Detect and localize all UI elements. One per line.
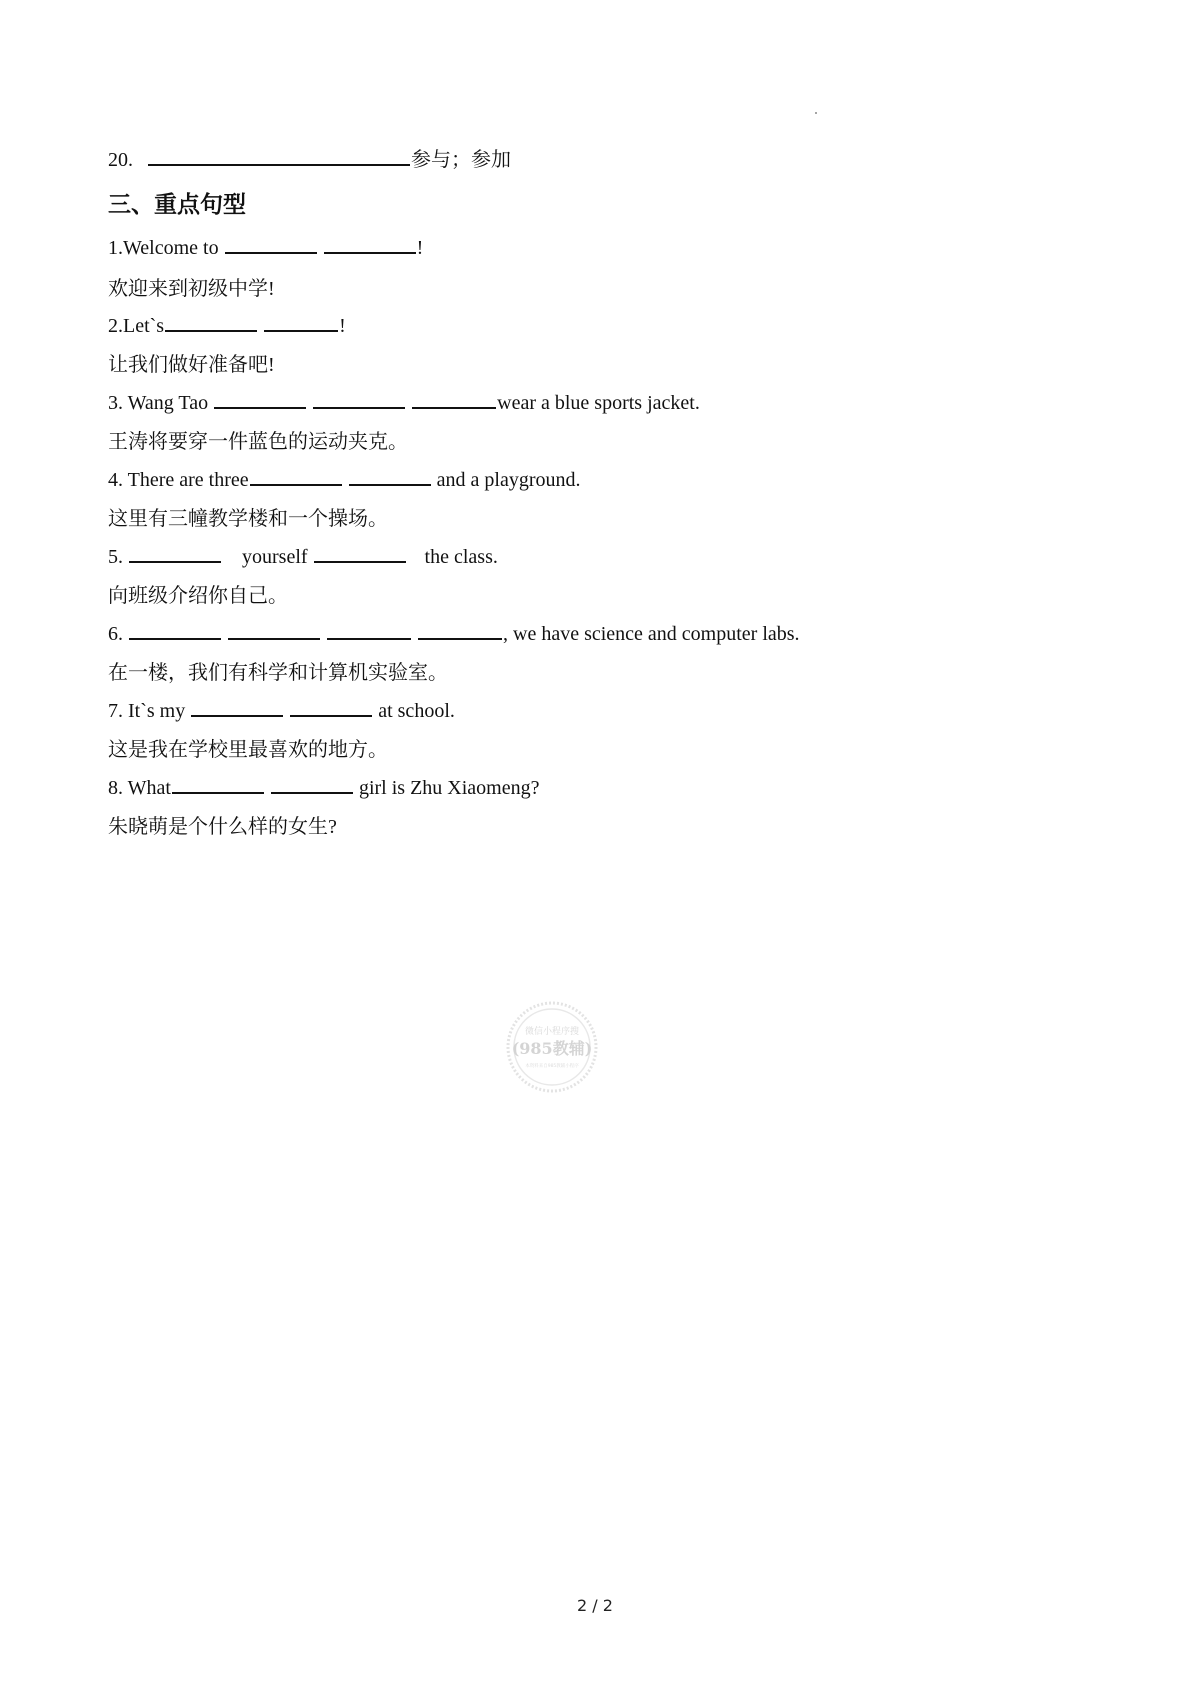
- sentence-text: 2.Let`s: [108, 315, 165, 337]
- sentence-text: 8. What: [108, 777, 171, 799]
- stamp-line-3: 本资料来自985教辅小程序: [525, 1064, 579, 1069]
- answer-blank[interactable]: [129, 618, 221, 640]
- sentence-5: [108, 541, 498, 567]
- answer-blank[interactable]: [165, 310, 257, 332]
- sentence-text: the class.: [424, 546, 498, 568]
- sentence-4: [108, 464, 581, 490]
- answer-blank[interactable]: [129, 541, 221, 563]
- answer-blank[interactable]: [214, 387, 306, 409]
- sentence-3: [108, 387, 700, 413]
- answer-blank[interactable]: [172, 772, 264, 794]
- answer-blank[interactable]: [225, 232, 317, 254]
- sentence-6: [108, 618, 800, 644]
- item-20-number: 20.: [108, 149, 133, 171]
- watermark-stamp: [505, 1000, 599, 1094]
- stray-dot: [815, 112, 817, 114]
- sentence-text: 1.Welcome to: [108, 237, 224, 259]
- item-20: [108, 144, 511, 170]
- answer-blank[interactable]: [228, 618, 320, 640]
- answer-blank[interactable]: [418, 618, 502, 640]
- answer-blank[interactable]: [148, 144, 410, 166]
- stamp-line-1: 微信小程序搜: [524, 1027, 580, 1037]
- translation-5: 向班级介绍你自己。: [108, 585, 288, 607]
- sentence-8: [108, 772, 539, 798]
- sentence-7: [108, 695, 455, 721]
- sentence-text: !: [339, 315, 346, 337]
- sentence-text: , we have science and computer labs.: [503, 623, 800, 645]
- answer-blank[interactable]: [349, 464, 431, 486]
- sentence-text: 7. It`s my: [108, 700, 191, 722]
- sentence-text: 3. Wang Tao: [108, 392, 214, 414]
- page-number: 2 / 2: [577, 1596, 613, 1615]
- sentence-text: at school.: [373, 700, 455, 722]
- answer-blank[interactable]: [250, 464, 342, 486]
- sentence-text: and a playground.: [431, 469, 581, 491]
- answer-blank[interactable]: [191, 695, 283, 717]
- sentence-text: 4. There are three: [108, 469, 249, 491]
- translation-7: 这是我在学校里最喜欢的地方。: [108, 739, 388, 761]
- sentence-text: 6.: [108, 623, 128, 645]
- answer-blank[interactable]: [290, 695, 372, 717]
- sentence-text: wear a blue sports jacket.: [497, 392, 700, 414]
- translation-6: 在一楼，我们有科学和计算机实验室。: [108, 662, 448, 684]
- translation-4: 这里有三幢教学楼和一个操场。: [108, 508, 388, 530]
- answer-blank[interactable]: [412, 387, 496, 409]
- answer-blank[interactable]: [264, 310, 338, 332]
- answer-blank[interactable]: [271, 772, 353, 794]
- section-heading: 三、重点句型: [108, 192, 246, 218]
- sentence-2: [108, 310, 346, 336]
- stamp-line-2: (985教辅): [511, 1039, 593, 1058]
- translation-2: 让我们做好准备吧!: [108, 354, 275, 376]
- sentence-text: !: [416, 237, 424, 259]
- sentence-1: [108, 232, 423, 258]
- translation-3: 王涛将要穿一件蓝色的运动夹克。: [108, 431, 408, 453]
- answer-blank[interactable]: [314, 541, 406, 563]
- sentence-text: yourself: [242, 546, 313, 568]
- answer-blank[interactable]: [327, 618, 411, 640]
- answer-blank[interactable]: [324, 232, 416, 254]
- sentence-text: 5.: [108, 546, 128, 568]
- item-20-meaning: 参与；参加: [411, 149, 511, 171]
- translation-1: 欢迎来到初级中学!: [108, 278, 275, 300]
- translation-8: 朱晓萌是个什么样的女生?: [108, 816, 337, 838]
- sentence-text: girl is Zhu Xiaomeng?: [353, 777, 540, 799]
- answer-blank[interactable]: [313, 387, 405, 409]
